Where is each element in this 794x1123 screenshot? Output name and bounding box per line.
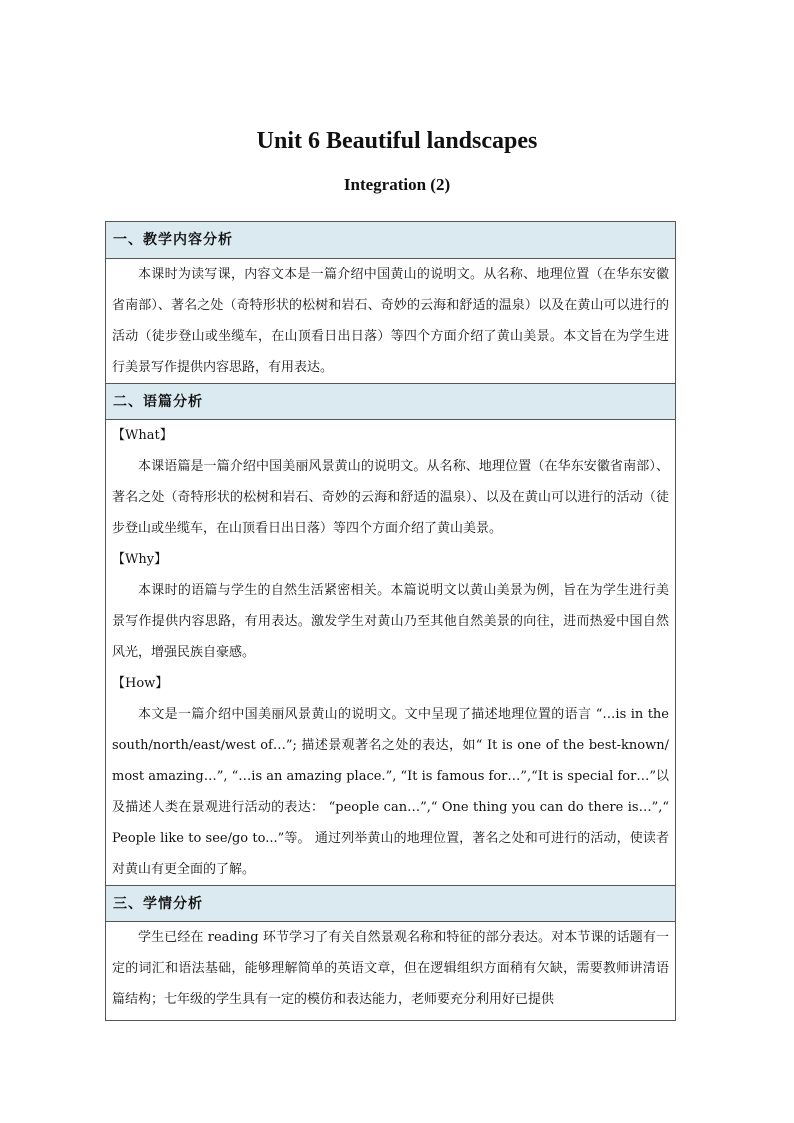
what-label: 【What】 (112, 428, 173, 443)
section-heading-discourse-analysis: 二、语篇分析 (106, 383, 675, 420)
student-analysis-paragraph: 学生已经在 reading 环节学习了有关自然景观名称和特征的部分表达。对本节课的话题有一定的词汇和语法基础，能够理解简单的英语文章，但在逻辑组织方面稍有欠缺，需要教师讲清语篇结构；七年级的学生具有一定的模仿和表达能力，老师要充分利用好已提供 (112, 930, 669, 1007)
why-paragraph: 本课时的语篇与学生的自然生活紧密相关。本篇说明文以黄山美景为例，旨在为学生进行美景写作提供内容思路，有用表达。激发学生对黄山乃至其他自然美景的向往，进而热爱中国自然风光，增强民族自豪感。 (112, 583, 669, 660)
what-paragraph: 本课语篇是一篇介绍中国美丽风景黄山的说明文。从名称、地理位置（在华东安徽省南部）、著名之处（奇特形状的松树和岩石、奇妙的云海和舒适的温泉）、以及在黄山可以进行的活动（徒步登山或坐缆车，在山顶看日出日落）等四个方面介绍了黄山美景。 (112, 459, 669, 536)
page-subtitle: Integration (2) (343, 175, 451, 194)
content-analysis-paragraph: 本课时为读写课，内容文本是一篇介绍中国黄山的说明文。从名称、地理位置（在华东安徽省南部）、著名之处（奇特形状的松树和岩石、奇妙的云海和舒适的温泉）以及在黄山可以进行的活动（徒步登山或坐缆车，在山顶看日出日落）等四个方面介绍了黄山美景。本文旨在为学生进行美景写作提供内容思路，有用表达。 (112, 267, 669, 375)
how-label: 【How】 (112, 676, 169, 691)
how-paragraph: 本文是一篇介绍中国美丽风景黄山的说明文。文中呈现了描述地理位置的语言 “…is in the south/north/east/west of…”; 描述景观著名之处的表达，如“ It is one of the best-known/ most amazing…”, “…is an amazing place.”, “It is famous for…”,“It is special for…”以及描述人类在景观进行活动的表达： “people can…”,“ One thing you can do there is…”,“ People like to see/go to...”等。 通过列举黄山的地理位置，著名之处和可进行的活动，使读者对黄山有更全面的了解。 (112, 707, 669, 877)
page-title: Unit 6 Beautiful landscapes (256, 128, 538, 154)
section-heading-student-analysis: 三、学情分析 (106, 885, 675, 922)
section-body-student-analysis (106, 922, 675, 1015)
lesson-plan-table (105, 221, 676, 1021)
section-heading-content-analysis: 一、教学内容分析 (106, 222, 675, 259)
why-label: 【Why】 (112, 552, 168, 567)
section-body-discourse-analysis (106, 420, 675, 885)
section-body-content-analysis (106, 259, 675, 383)
